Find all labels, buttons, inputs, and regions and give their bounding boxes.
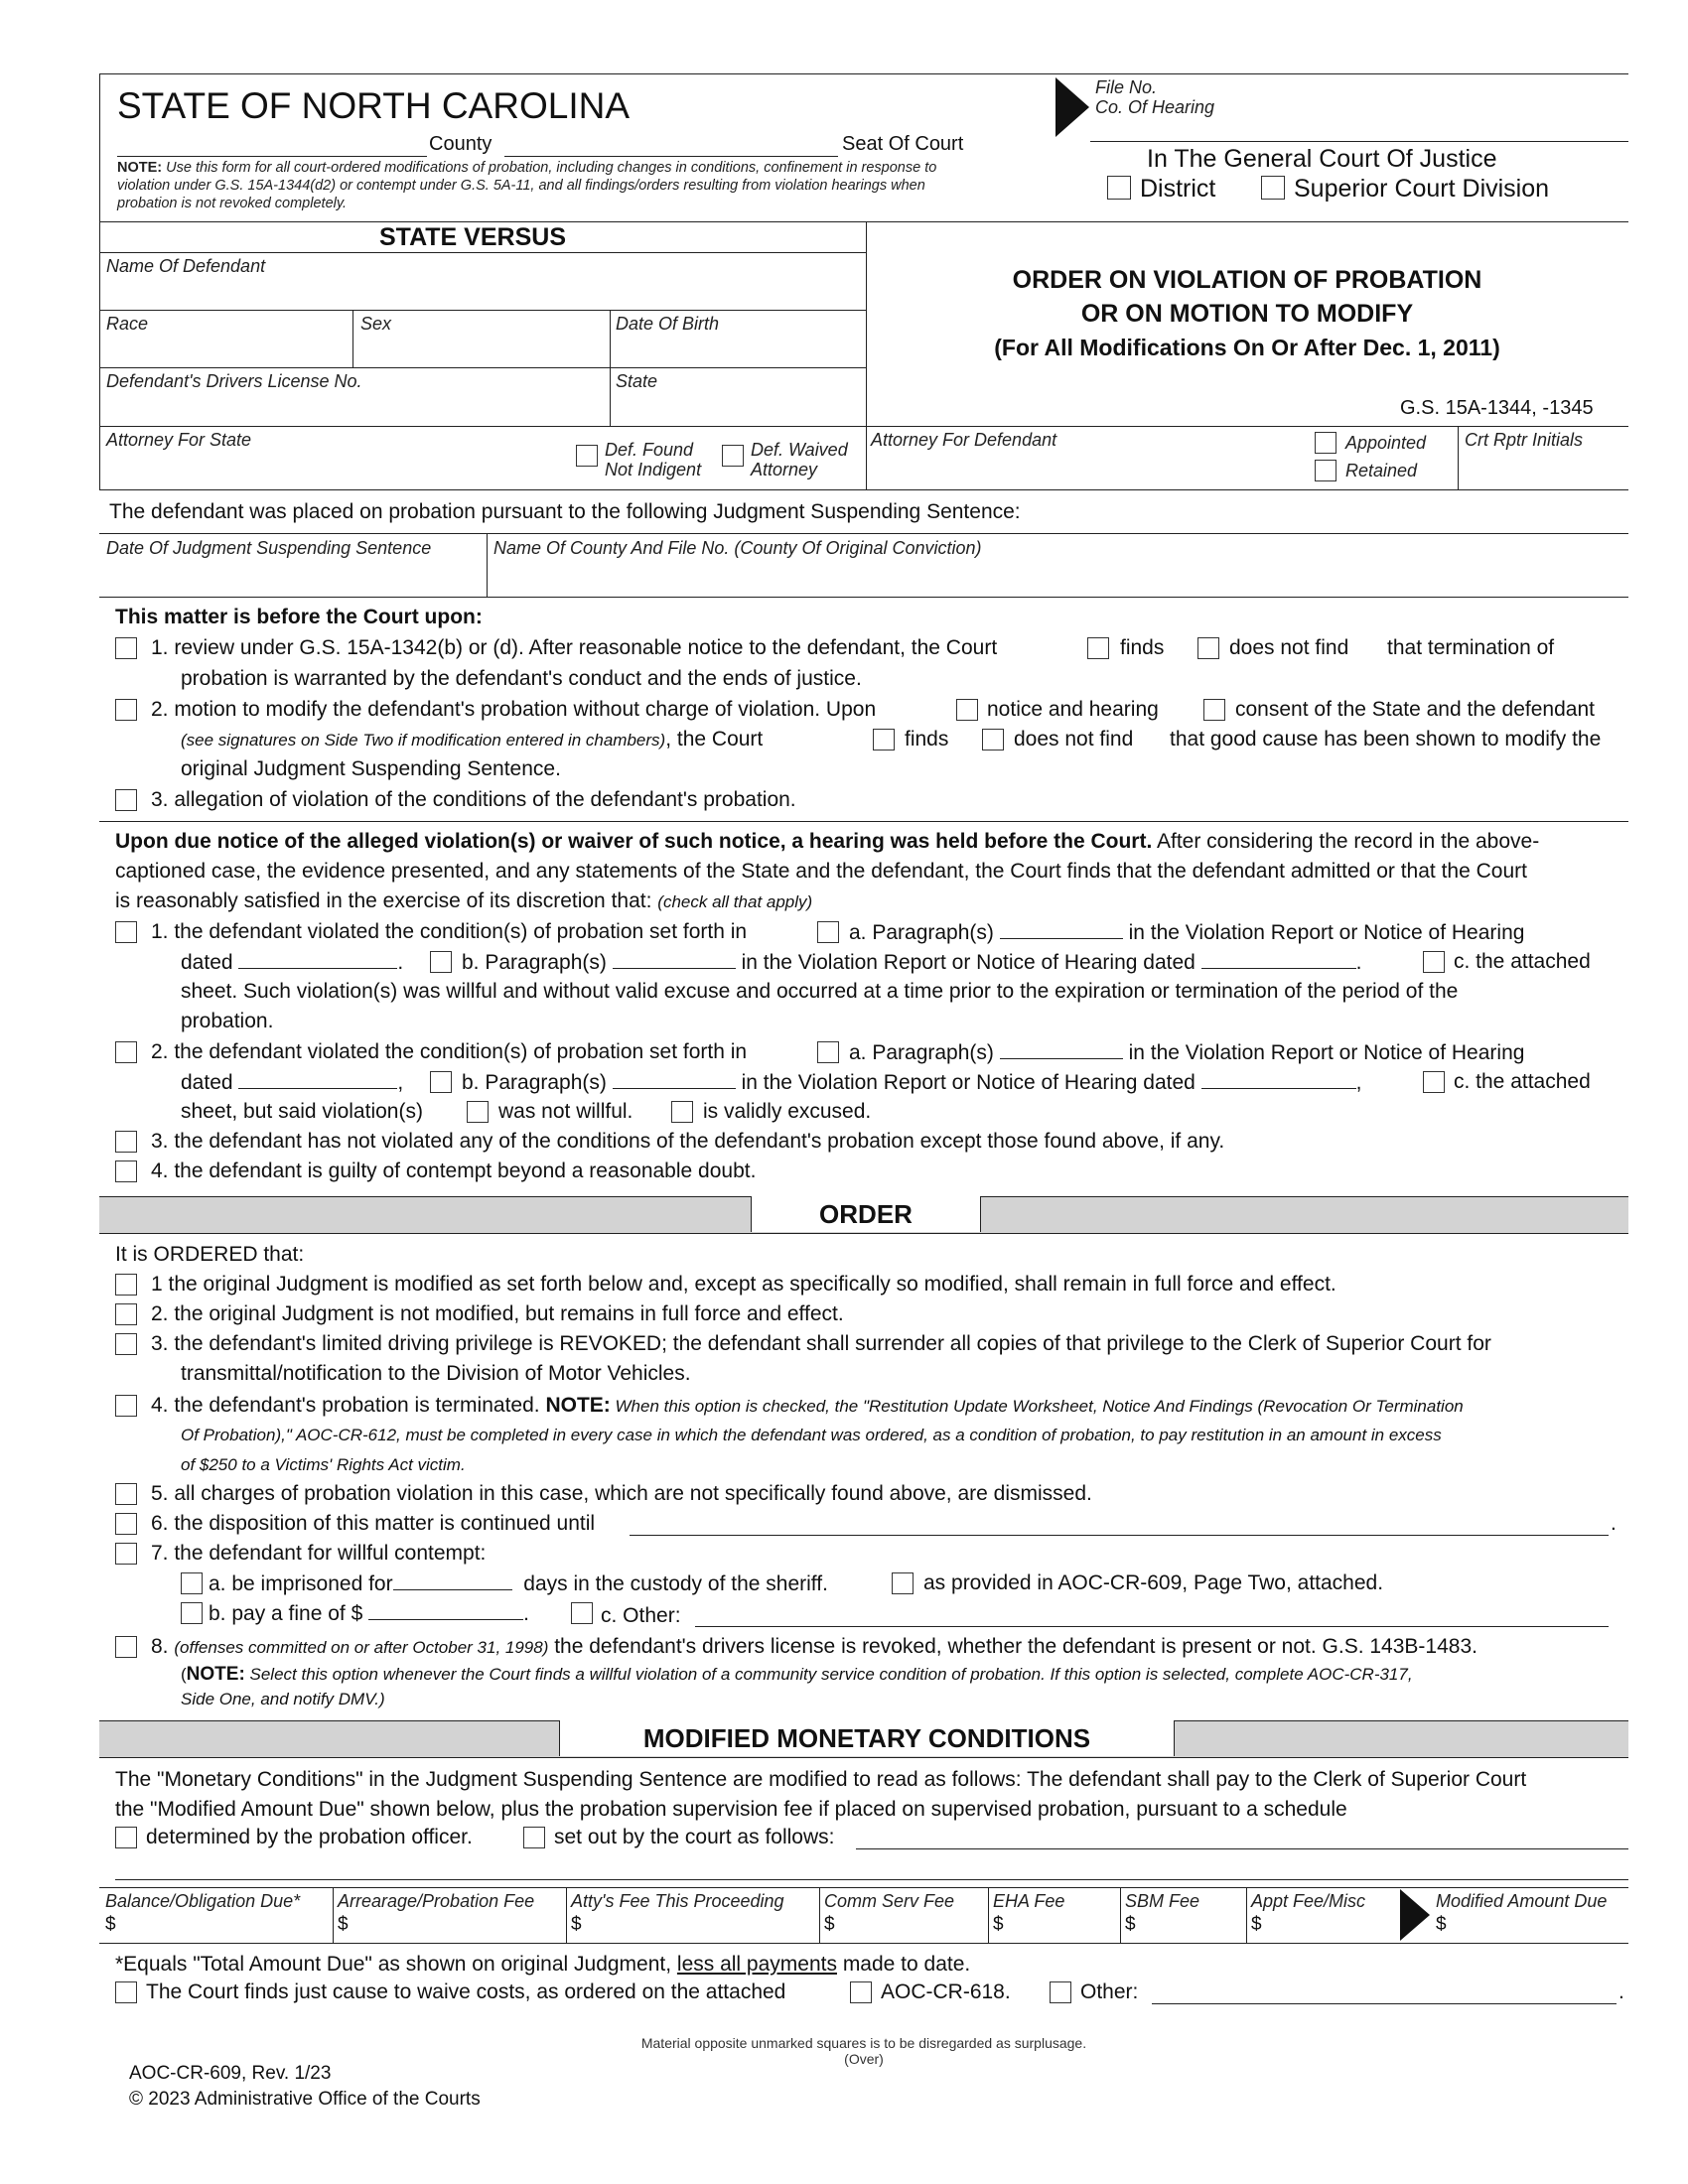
order-intro: It is ORDERED that: bbox=[115, 1243, 305, 1266]
finding-2c-label: c. the attached bbox=[1454, 1070, 1591, 1093]
drivers-license-label: Defendant's Drivers License No. bbox=[106, 371, 362, 391]
order-3-checkbox[interactable] bbox=[115, 1333, 137, 1355]
district-checkbox[interactable] bbox=[1107, 176, 1131, 200]
dob-label: Date Of Birth bbox=[616, 314, 720, 334]
order-8-note-b: Side One, and notify DMV.) bbox=[181, 1690, 385, 1708]
finding-3-text: 3. the defendant has not violated any of the conditions of the defendant's probation except those found above, if any. bbox=[151, 1130, 1225, 1153]
matter-1-text-b: that termination of bbox=[1387, 636, 1555, 659]
matter-1-finds-checkbox[interactable] bbox=[1087, 637, 1109, 659]
fee-arrearage-value[interactable]: $ bbox=[338, 1914, 349, 1935]
finding-2-text-c: sheet, but said violation(s) bbox=[181, 1100, 423, 1123]
order-4-text: 4. the defendant's probation is terminated. NOTE: When this option is checked, the "Restitution Update Worksheet, Notice And Findings (Revocation Or Termination bbox=[151, 1394, 1464, 1417]
matter-2-finds: finds bbox=[905, 728, 949, 751]
finding-1-dated: dated . bbox=[181, 951, 404, 974]
matter-2-text: 2. motion to modify the defendant's probation without charge of violation. Upon bbox=[151, 698, 877, 721]
judgment-date-label: Date Of Judgment Suspending Sentence bbox=[106, 538, 432, 558]
superior-checkbox[interactable] bbox=[1261, 176, 1285, 200]
fee-atty-value[interactable]: $ bbox=[571, 1914, 582, 1935]
matter-2-not-find: does not find bbox=[1014, 728, 1134, 751]
form-number: AOC-CR-609, Rev. 1/23 bbox=[129, 2063, 332, 2084]
superior-label: Superior Court Division bbox=[1294, 175, 1550, 203]
surplusage-note: Material opposite unmarked squares is to be disregarded as surplusage. (Over) bbox=[640, 2035, 1087, 2067]
order-5-checkbox[interactable] bbox=[115, 1483, 137, 1505]
matter-2-text-d: original Judgment Suspending Sentence. bbox=[181, 757, 561, 780]
county-file-no-label: Name Of County And File No. (County Of Original Conviction) bbox=[493, 538, 982, 558]
monetary-title: MODIFIED MONETARY CONDITIONS bbox=[559, 1720, 1175, 1756]
aoc-618-checkbox[interactable] bbox=[850, 1981, 872, 2003]
finding-1b-checkbox[interactable] bbox=[430, 951, 452, 973]
validly-excused-label: is validly excused. bbox=[703, 1100, 872, 1123]
set-out-label: set out by the court as follows: bbox=[554, 1826, 835, 1848]
appointed-checkbox[interactable] bbox=[1315, 432, 1336, 454]
def-waived-label: Def. Waived bbox=[751, 440, 848, 460]
finding-4-checkbox[interactable] bbox=[115, 1160, 137, 1182]
fee-col-modified: Modified Amount Due bbox=[1436, 1891, 1608, 1911]
order-7a-provided-checkbox[interactable] bbox=[892, 1572, 914, 1594]
fee-comm-serv-value[interactable]: $ bbox=[824, 1914, 835, 1935]
fee-col-balance: Balance/Obligation Due* bbox=[105, 1891, 301, 1911]
order-7b-checkbox[interactable] bbox=[181, 1602, 203, 1624]
findings-p2: captioned case, the evidence presented, and any statements of the State and the defendant, the Court finds that the defendant admitted or that the Court bbox=[115, 860, 1527, 883]
order-2-checkbox[interactable] bbox=[115, 1303, 137, 1325]
seat-label: Seat Of Court bbox=[842, 133, 964, 155]
state-versus-label: STATE VERSUS bbox=[379, 223, 566, 251]
order-6-text: 6. the disposition of this matter is continued until bbox=[151, 1512, 596, 1535]
finding-4-text: 4. the defendant is guilty of contempt beyond a reasonable doubt. bbox=[151, 1160, 757, 1182]
waive-costs-checkbox[interactable] bbox=[115, 1981, 137, 2003]
determined-checkbox[interactable] bbox=[115, 1827, 137, 1848]
matter-1-not-find: does not find bbox=[1229, 636, 1349, 659]
order-1-text: 1 the original Judgment is modified as set forth below and, except as specifically so modified, shall remain in full force and effect. bbox=[151, 1273, 1336, 1296]
attorney-waived-label: Attorney bbox=[751, 460, 818, 479]
validly-excused-checkbox[interactable] bbox=[671, 1101, 693, 1123]
order-4-text-b: Of Probation)," AOC-CR-612, must be completed in every case in which the defendant was ordered, as a condition of probation, to pay restitution in an amount in excess bbox=[181, 1426, 1442, 1444]
order-7c-text: c. Other: bbox=[601, 1604, 681, 1627]
finding-2b: b. Paragraph(s) in the Violation Report or Notice of Hearing dated , bbox=[462, 1071, 1362, 1094]
order-4-text-c: of $250 to a Victims' Rights Act victim. bbox=[181, 1455, 466, 1474]
def-found-not-indigent-checkbox[interactable] bbox=[576, 445, 598, 467]
county-label: County bbox=[429, 133, 492, 155]
fee-col-eha: EHA Fee bbox=[993, 1891, 1065, 1911]
matter-3-checkbox[interactable] bbox=[115, 789, 137, 811]
equals-note: *Equals "Total Amount Due" as shown on original Judgment, less all payments made to date. bbox=[115, 1953, 971, 1976]
consent-checkbox[interactable] bbox=[1203, 699, 1225, 721]
statute-label: G.S. 15A-1344, -1345 bbox=[1400, 397, 1594, 419]
order-3-text: 3. the defendant's limited driving privilege is REVOKED; the defendant shall surrender all copies of that privilege to the Clerk of Superior Court for bbox=[151, 1332, 1491, 1355]
matter-1-finds: finds bbox=[1120, 636, 1165, 659]
district-label: District bbox=[1140, 175, 1216, 203]
finding-1b: b. Paragraph(s) in the Violation Report or Notice of Hearing dated . bbox=[462, 951, 1362, 974]
order-4-checkbox[interactable] bbox=[115, 1395, 137, 1417]
order-1-checkbox[interactable] bbox=[115, 1274, 137, 1296]
sex-label: Sex bbox=[360, 314, 392, 334]
matter-1-not-find-checkbox[interactable] bbox=[1197, 637, 1219, 659]
race-label: Race bbox=[106, 314, 149, 334]
finding-2a: a. Paragraph(s) in the Violation Report or Notice of Hearing bbox=[849, 1041, 1525, 1064]
consent-label: consent of the State and the defendant bbox=[1235, 698, 1595, 721]
schedule-line-1[interactable] bbox=[856, 1848, 1628, 1849]
license-state-label: State bbox=[616, 371, 658, 391]
finding-1-checkbox[interactable] bbox=[115, 921, 137, 943]
attorney-for-defendant-label: Attorney For Defendant bbox=[871, 430, 1057, 450]
order-7a-provided: as provided in AOC-CR-609, Page Two, attached. bbox=[923, 1571, 1384, 1594]
fee-modified-value[interactable]: $ bbox=[1436, 1914, 1447, 1935]
matter-2-not-find-checkbox[interactable] bbox=[982, 729, 1004, 751]
finding-3-checkbox[interactable] bbox=[115, 1131, 137, 1153]
order-8-text: 8. (offenses committed on or after October 31, 1998) the defendant's drivers license is revoked, whether the defendant is present or not. G.S. 143B-1483. bbox=[151, 1635, 1477, 1658]
finding-1a: a. Paragraph(s) in the Violation Report or Notice of Hearing bbox=[849, 921, 1525, 944]
fee-eha-value[interactable]: $ bbox=[993, 1914, 1004, 1935]
finding-1c-checkbox[interactable] bbox=[1423, 951, 1445, 973]
order-3-text-b: transmittal/notification to the Division of Motor Vehicles. bbox=[181, 1362, 691, 1385]
name-of-defendant-label: Name Of Defendant bbox=[106, 256, 266, 276]
finding-1a-checkbox[interactable] bbox=[817, 921, 839, 943]
def-found-label: Def. Found bbox=[605, 440, 694, 460]
determined-label: determined by the probation officer. bbox=[146, 1826, 473, 1848]
state-title: STATE OF NORTH CAROLINA bbox=[117, 85, 630, 126]
order-7c-line[interactable] bbox=[695, 1626, 1609, 1627]
order-8-checkbox[interactable] bbox=[115, 1636, 137, 1658]
file-no-label: File No. bbox=[1095, 77, 1158, 97]
finding-2-dated: dated , bbox=[181, 1071, 404, 1094]
order-title: ORDER bbox=[751, 1196, 981, 1232]
matter-heading: This matter is before the Court upon: bbox=[115, 606, 483, 628]
matter-2-text-b: (see signatures on Side Two if modification entered in chambers), the Court bbox=[181, 728, 764, 751]
retained-checkbox[interactable] bbox=[1315, 460, 1336, 481]
schedule-line-2[interactable] bbox=[115, 1879, 1628, 1880]
monetary-p2: the "Modified Amount Due" shown below, plus the probation supervision fee if placed on supervised probation, pursuant to a schedule bbox=[115, 1798, 1347, 1821]
order-5-text: 5. all charges of probation violation in this case, which are not specifically found above, are dismissed. bbox=[151, 1482, 1092, 1505]
fee-col-sbm: SBM Fee bbox=[1125, 1891, 1200, 1911]
order-7b-text: b. pay a fine of $ . bbox=[209, 1602, 529, 1625]
monetary-p1: The "Monetary Conditions" in the Judgment Suspending Sentence are modified to read as follows: The defendant shall pay to the Clerk of Superior Court bbox=[115, 1768, 1527, 1791]
aoc-618-label: AOC-CR-618. bbox=[881, 1980, 1011, 2003]
fee-balance-value[interactable]: $ bbox=[105, 1914, 116, 1935]
not-willful-label: was not willful. bbox=[498, 1100, 633, 1123]
order-7a-text: a. be imprisoned for days in the custody of the sheriff. bbox=[209, 1572, 828, 1595]
finding-2b-checkbox[interactable] bbox=[430, 1071, 452, 1093]
not-willful-checkbox[interactable] bbox=[467, 1101, 489, 1123]
finding-1c-label: c. the attached bbox=[1454, 950, 1591, 973]
matter-2-checkbox[interactable] bbox=[115, 699, 137, 721]
order-7-text: 7. the defendant for willful contempt: bbox=[151, 1542, 487, 1565]
def-waived-attorney-checkbox[interactable] bbox=[722, 445, 744, 467]
fee-col-appt: Appt Fee/Misc bbox=[1251, 1891, 1366, 1911]
notice-hearing-checkbox[interactable] bbox=[956, 699, 978, 721]
co-of-hearing-label: Co. Of Hearing bbox=[1095, 97, 1215, 117]
crt-rptr-label: Crt Rptr Initials bbox=[1465, 430, 1584, 450]
file-no-arrow-icon bbox=[1055, 77, 1089, 137]
order-7c-checkbox[interactable] bbox=[571, 1602, 593, 1624]
order-2-text: 2. the original Judgment is not modified, but remains in full force and effect. bbox=[151, 1302, 844, 1325]
not-indigent-label: Not Indigent bbox=[605, 460, 702, 479]
finding-2a-checkbox[interactable] bbox=[817, 1041, 839, 1063]
matter-3-text: 3. allegation of violation of the conditions of the defendant's probation. bbox=[151, 788, 796, 811]
order-7a-checkbox[interactable] bbox=[181, 1572, 203, 1594]
matter-2-text-c: that good cause has been shown to modify the bbox=[1170, 728, 1602, 751]
continued-until-line[interactable] bbox=[630, 1535, 1609, 1536]
finding-2c-checkbox[interactable] bbox=[1423, 1071, 1445, 1093]
matter-1-checkbox[interactable] bbox=[115, 637, 137, 659]
notice-hearing-label: notice and hearing bbox=[987, 698, 1159, 721]
order-7-checkbox[interactable] bbox=[115, 1543, 137, 1565]
order-6-checkbox[interactable] bbox=[115, 1513, 137, 1535]
fee-sbm-value[interactable]: $ bbox=[1125, 1914, 1136, 1935]
waive-other-checkbox[interactable] bbox=[1050, 1981, 1071, 2003]
waive-other-line[interactable] bbox=[1152, 2003, 1617, 2004]
findings-p3: is reasonably satisfied in the exercise of its discretion that: (check all that apply) bbox=[115, 889, 813, 912]
set-out-checkbox[interactable] bbox=[523, 1827, 545, 1848]
matter-1-text: 1. review under G.S. 15A-1342(b) or (d). After reasonable notice to the defendant, the Court bbox=[151, 636, 998, 659]
modified-amount-arrow-icon bbox=[1400, 1889, 1430, 1941]
court-label: In The General Court Of Justice bbox=[1147, 145, 1497, 173]
waive-costs-label: The Court finds just cause to waive costs, as ordered on the attached bbox=[146, 1980, 786, 2003]
period: . bbox=[1611, 1512, 1617, 1535]
attorney-for-state-label: Attorney For State bbox=[106, 430, 252, 450]
period-2: . bbox=[1618, 1980, 1624, 2003]
waive-other-label: Other: bbox=[1080, 1980, 1139, 2003]
copyright: © 2023 Administrative Office of the Courts bbox=[129, 2089, 481, 2110]
form-title: ORDER ON VIOLATION OF PROBATION OR ON MOTION TO MODIFY (For All Modifications On Or After Dec. 1, 2011) bbox=[994, 266, 1500, 360]
fee-col-atty: Atty's Fee This Proceeding bbox=[571, 1891, 784, 1911]
fee-col-arrearage: Arrearage/Probation Fee bbox=[338, 1891, 535, 1911]
fee-col-comm-serv: Comm Serv Fee bbox=[824, 1891, 955, 1911]
appointed-label: Appointed bbox=[1345, 433, 1427, 453]
header-note: NOTE: Use this form for all court-ordered modifications of probation, including changes in conditions, confinement in response to violation under G.S. 15A-1344(d2) or contempt under G.S. 5A-11, and all findings/orders resulting from violation hearings when probation is not revoked completely. bbox=[117, 160, 937, 211]
matter-2-finds-checkbox[interactable] bbox=[873, 729, 895, 751]
finding-2-checkbox[interactable] bbox=[115, 1041, 137, 1063]
matter-1-text-c: probation is warranted by the defendant's conduct and the ends of justice. bbox=[181, 667, 862, 690]
finding-1-text-d: probation. bbox=[181, 1010, 274, 1032]
order-8-note: (NOTE: Select this option whenever the Court finds a willful violation of a community service condition of probation. If this option is selected, complete AOC-CR-317, bbox=[181, 1664, 1413, 1685]
fee-appt-value[interactable]: $ bbox=[1251, 1914, 1262, 1935]
retained-label: Retained bbox=[1345, 461, 1418, 480]
finding-2-text: 2. the defendant violated the condition(s) of probation set forth in bbox=[151, 1040, 748, 1063]
findings-p1: Upon due notice of the alleged violation(s) or waiver of such notice, a hearing was held before the Court. After considering the record in the above- bbox=[115, 830, 1540, 853]
finding-1-text: 1. the defendant violated the condition(s) of probation set forth in bbox=[151, 920, 748, 943]
judgment-intro: The defendant was placed on probation pursuant to the following Judgment Suspending Sentence: bbox=[109, 500, 1021, 523]
finding-1-text-c: sheet. Such violation(s) was willful and without valid excuse and occurred at a time prior to the expiration or termination of the period of the bbox=[181, 980, 1459, 1003]
